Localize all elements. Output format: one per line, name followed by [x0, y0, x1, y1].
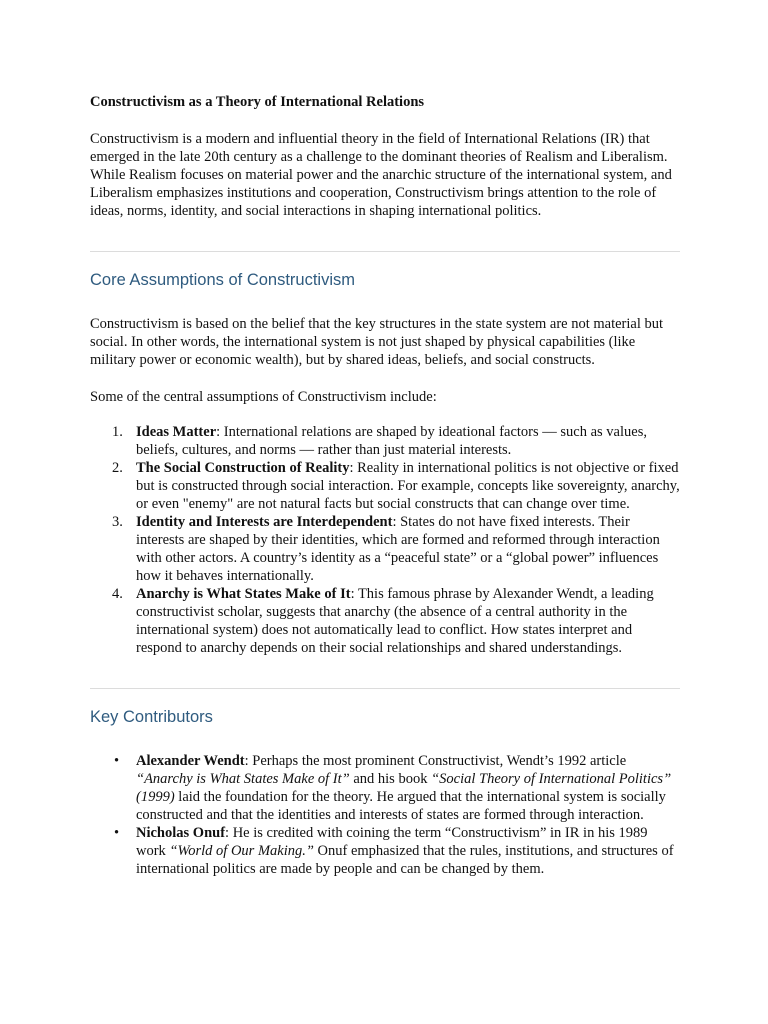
assumptions-list [90, 423, 680, 657]
assumptions-lead: Some of the central assumptions of Constructivism include: [90, 389, 437, 405]
core-assumptions-heading: Core Assumptions of Constructivism [90, 271, 356, 289]
item-text: and his book [349, 771, 432, 787]
item-title-italic: “World of Our Making.” [169, 843, 314, 859]
item-title-italic: “Anarchy is What States Make of It” [136, 771, 350, 787]
contributors-list [90, 752, 680, 878]
list-item [90, 513, 680, 585]
item-text: laid the foundation for the theory. He argued that the international system is socially constructed and that the identities and interests of states are formed through interaction. [136, 789, 666, 823]
item-term: Identity and Interests are Interdependent [136, 514, 393, 530]
item-term: Nicholas Onuf [136, 825, 226, 841]
list-item [90, 423, 680, 459]
item-text: : He is credited with coining the term “Constructivism” in IR in his 1989 work [136, 825, 648, 859]
list-item [90, 752, 680, 824]
core-assumptions-paragraph: Constructivism is based on the belief that the key structures in the state system are not material but social. In other words, the international system is not just shaped by physical capabilities (like military power or economic wealth), but by shared ideas, beliefs, and social constructs. [90, 316, 664, 368]
section-divider [90, 688, 680, 689]
item-text: : This famous phrase by Alexander Wendt, a leading constructivist scholar, suggests that anarchy (the absence of a central authority in the international system) does not automatically lead to conflict. How states interpret and respond to anarchy depends on their social relationships and shared understandings. [136, 586, 654, 656]
list-item [90, 585, 680, 657]
list-number: 3. [112, 514, 123, 530]
item-text: Onuf emphasized that the rules, institutions, and structures of international politics are made by people and can be changed by them. [136, 843, 674, 877]
intro-paragraph: Constructivism is a modern and influential theory in the field of International Relations (IR) that emerged in the late 20th century as a challenge to the dominant theories of Realism and Liberalism. While Realism focuses on material power and the anarchic structure of the international system, and Liberalism emphasizes institutions and cooperation, Constructivism brings attention to the role of ideas, norms, identity, and social interactions in shaping international politics. [90, 131, 672, 219]
document-title: Constructivism as a Theory of International Relations [90, 94, 425, 110]
item-text: : Perhaps the most prominent Constructivist, Wendt’s 1992 article [244, 753, 627, 769]
list-item [90, 459, 680, 513]
item-term: Anarchy is What States Make of It [136, 586, 351, 602]
document-content [90, 92, 680, 878]
item-term: The Social Construction of Reality [136, 460, 350, 476]
list-number: 4. [112, 586, 123, 602]
item-term: Ideas Matter [136, 424, 217, 440]
bullet-icon: • [114, 825, 120, 841]
item-term: Alexander Wendt [136, 753, 245, 769]
bullet-icon: • [114, 753, 120, 769]
list-item [90, 824, 680, 878]
list-number: 1. [112, 424, 123, 440]
item-text: : International relations are shaped by ideational factors — such as values, beliefs, cultures, and norms — rather than just material interests. [136, 424, 647, 458]
item-title-italic: “Social Theory of International Politics” (1999) [136, 771, 672, 805]
list-number: 2. [112, 460, 123, 476]
item-text: : States do not have fixed interests. Their interests are shaped by their identities, which are formed and reformed through interaction with other actors. A country’s identity as a “peaceful state” or a “global power” influences how it behaves internationally. [136, 514, 660, 584]
item-text: : Reality in international politics is not objective or fixed but is constructed through social interaction. For example, concepts like sovereignty, anarchy, or even "enemy" are not natural facts but social constructs that can change over time. [136, 460, 680, 512]
key-contributors-heading: Key Contributors [90, 708, 213, 726]
section-divider [90, 251, 680, 252]
